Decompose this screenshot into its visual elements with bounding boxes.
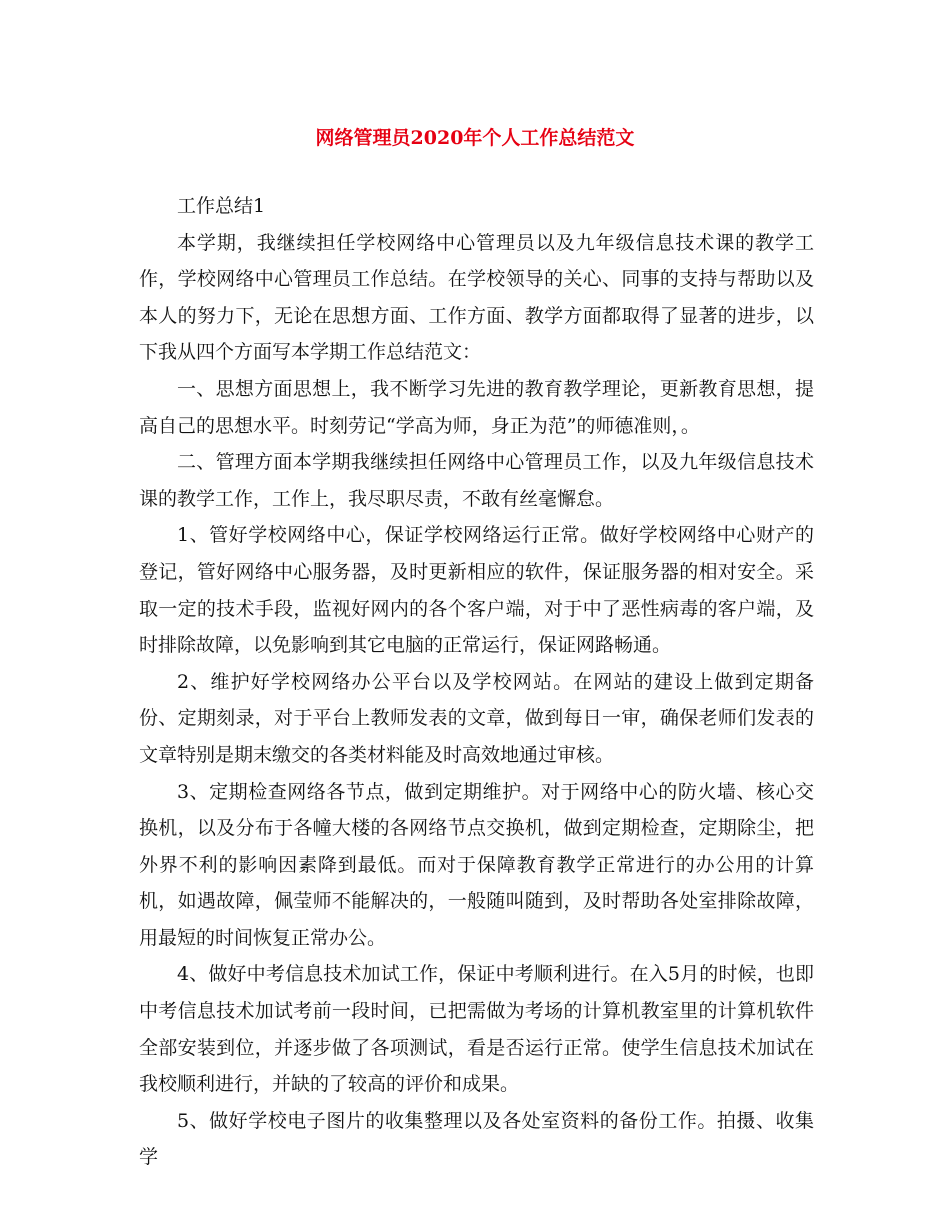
paragraph-item-1: 1、管好学校网络中心，保证学校网络运行正常。做好学校网络中心财产的登记，管好网络中心服务器，及时更新相应的软件，保证服务器的相对安全。采取一定的技术手段，监视好网内的各个客户端，对于中了恶性病毒的客户端，及时排除故障，以免影响到其它电脑的正常运行，保证网路畅通。 bbox=[139, 524, 814, 657]
document-body bbox=[139, 188, 814, 1176]
paragraph-item-5: 5、做好学校电子图片的收集整理以及各处室资料的备份工作。拍摄、收集学 bbox=[139, 1109, 814, 1169]
document-title: 网络管理员2020年个人工作总结范文 bbox=[315, 127, 635, 149]
paragraph-thought: 一、思想方面思想上，我不断学习先进的教育教学理论，更新教育思想，提高自己的思想水平。时刻劳记“学高为师，身正为范”的师德准则，。 bbox=[139, 377, 814, 437]
paragraph-heading: 工作总结1 bbox=[177, 195, 266, 217]
paragraph-management: 二、管理方面本学期我继续担任网络中心管理员工作，以及九年级信息技术课的教学工作，工作上，我尽职尽责，不敢有丝毫懈怠。 bbox=[139, 451, 814, 510]
paragraph-item-2: 2、维护好学校网络办公平台以及学校网站。在网站的建设上做到定期备份、定期刻录，对于平台上教师发表的文章，做到每日一审，确保老师们发表的文章特别是期末缴交的各类材料能及时高效地通过审核。 bbox=[139, 670, 814, 766]
paragraph-item-3: 3、定期检查网络各节点，做到定期维护。对于网络中心的防火墙、核心交换机，以及分布于各幢大楼的各网络节点交换机，做到定期检查，定期除尘，把外界不利的影响因素降到最低。而对于保障教育教学正常进行的办公用的计算机，如遇故障，佩莹师不能解决的，一般随叫随到，及时帮助各处室排除故障，用最短的时间恢复正常办公。 bbox=[139, 780, 814, 949]
paragraph-item-4: 4、做好中考信息技术加试工作，保证中考顺利进行。在入5月的时候，也即中考信息技术加试考前一段时间，已把需做为考场的计算机教室里的计算机软件全部安装到位，并逐步做了各项测试，看是否运行正常。使学生信息技术加试在我校顺利进行，并缺的了较高的评价和成果。 bbox=[139, 963, 814, 1096]
paragraph-intro: 本学期，我继续担任学校网络中心管理员以及九年级信息技术课的教学工作，学校网络中心管理员工作总结。在学校领导的关心、同事的支持与帮助以及本人的努力下，无论在思想方面、工作方面、教学方面都取得了显著的进步，以下我从四个方面写本学期工作总结范文： bbox=[139, 231, 814, 364]
